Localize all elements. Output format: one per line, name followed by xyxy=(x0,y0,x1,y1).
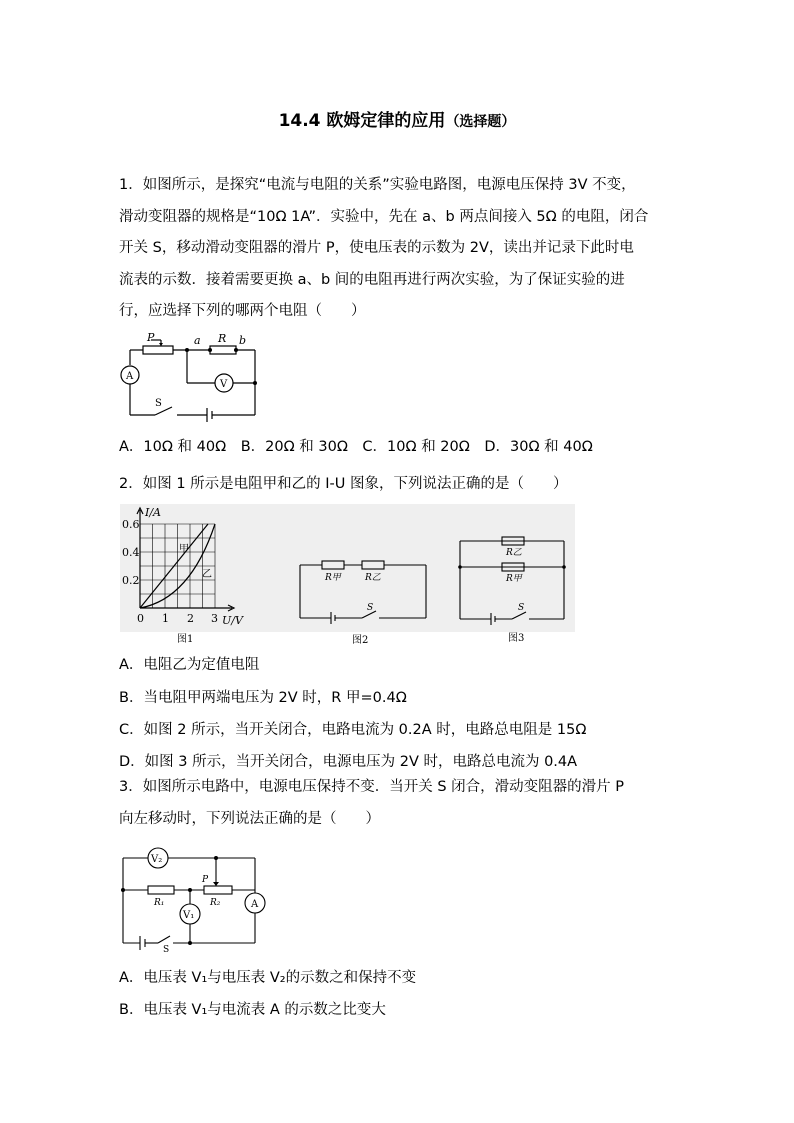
q3-label-P: P xyxy=(202,875,209,885)
q3-option-a: A．电压表 V₁与电压表 V₂的示数之和保持不变 xyxy=(119,970,417,986)
q2-graph-xtick: 0 xyxy=(137,612,144,625)
q2-fig2-label-s: S xyxy=(367,603,374,613)
q2-fig2-label-r2: R乙 xyxy=(365,573,381,583)
q1-line: 流表的示数．接着需要更换 a、b 间的电阻再进行两次实验，为了保证实验的进 xyxy=(119,271,625,288)
q3-option-b: B．电压表 V₁与电流表 A 的示数之比变大 xyxy=(119,1002,386,1018)
q3-label-V1: V₁ xyxy=(183,910,195,921)
q2-graph-ytick: 0.6 xyxy=(122,518,140,531)
q2-graph-label-jia: 甲 xyxy=(179,544,189,555)
q2-figure2-caption: 图2 xyxy=(352,635,369,646)
q2-graph-label-yi: 乙 xyxy=(202,569,212,580)
q2-figure3-caption: 图3 xyxy=(508,633,525,644)
q2-parallel-circuit xyxy=(458,537,568,647)
q1-label-A: A xyxy=(126,371,134,382)
q2-graph-xlabel: U/V xyxy=(222,614,243,627)
q3-label-S: S xyxy=(163,945,170,955)
q1-label-V: V xyxy=(220,379,228,390)
q3-stem xyxy=(119,772,679,835)
q3-label-R2: R₂ xyxy=(210,898,221,908)
q2-graph-xtick: 1 xyxy=(162,612,169,625)
q3-label-V2: V₂ xyxy=(151,854,163,865)
q3-line: 3．如图所示电路中，电源电压保持不变．当开关 S 闭合，滑动变阻器的滑片 P xyxy=(119,779,624,795)
q1-circuit-figure xyxy=(115,328,265,423)
q2-graph-ytick: 0.2 xyxy=(122,574,140,587)
q2-option-d: D．如图 3 所示，当开关闭合，电源电压为 2V 时，电路总电流为 0.4A xyxy=(119,754,578,770)
q2-fig3-label-r1: R乙 xyxy=(506,548,522,558)
q1-line: 1．如图所示，是探究“电流与电阻的关系”实验电路图，电源电压保持 3V 不变， xyxy=(119,177,636,193)
q2-fig2-label-r1: R甲 xyxy=(325,573,341,583)
q1-label-b: b xyxy=(239,334,247,347)
q2-graph-ytick: 0.4 xyxy=(122,546,140,559)
q1-line: 滑动变阻器的规格是“10Ω 1A”．实验中，先在 a、b 两点间接入 5Ω 的电阻，闭合 xyxy=(119,208,649,225)
title-paren: （选择题） xyxy=(445,114,516,130)
q3-label-R1: R₁ xyxy=(154,898,165,908)
q2-graph-xtick: 3 xyxy=(211,612,218,625)
page-title xyxy=(0,106,794,131)
q2-graph-ylabel: I/A xyxy=(145,506,161,519)
q2-option-b: B．当电阻甲两端电压为 2V 时，R 甲=0.4Ω xyxy=(119,690,407,706)
q3-label-A: A xyxy=(251,899,259,910)
q3-circuit-figure xyxy=(118,848,268,953)
q1-label-P: P xyxy=(147,331,155,344)
q2-series-circuit xyxy=(298,555,428,645)
title-main: 14.4 欧姆定律的应用 xyxy=(278,111,446,131)
q2-fig3-label-s: S xyxy=(518,603,525,613)
q2-figure1-caption: 图1 xyxy=(177,634,194,645)
q1-label-S: S xyxy=(155,398,162,409)
q1-label-R: R xyxy=(218,332,227,345)
q2-stem: 2．如图 1 所示是电阻甲和乙的 I-U 图象，下列说法正确的是（ ） xyxy=(119,476,568,492)
q2-option-c: C．如图 2 所示，当开关闭合，电路电流为 0.2A 时，电路总电阻是 15Ω xyxy=(119,722,587,738)
q3-line: 向左移动时，下列说法正确的是（ ） xyxy=(119,810,380,827)
q1-line: 开关 S，移动滑动变阻器的滑片 P，使电压表的示数为 2V，读出并记录下此时电 xyxy=(119,240,634,256)
q1-line: 行，应选择下列的哪两个电阻（ ） xyxy=(119,303,366,319)
q1-stem xyxy=(119,170,679,328)
q2-option-a: A．电阻乙为定值电阻 xyxy=(119,657,260,673)
q2-iu-graph xyxy=(120,504,250,644)
q1-label-a: a xyxy=(194,334,201,347)
q2-graph-xtick: 2 xyxy=(187,612,194,625)
q1-options: A．10Ω 和 40Ω B．20Ω 和 30Ω C．10Ω 和 20Ω D．30Ω 和 40Ω xyxy=(119,439,593,455)
q2-fig3-label-r2: R甲 xyxy=(506,574,522,584)
